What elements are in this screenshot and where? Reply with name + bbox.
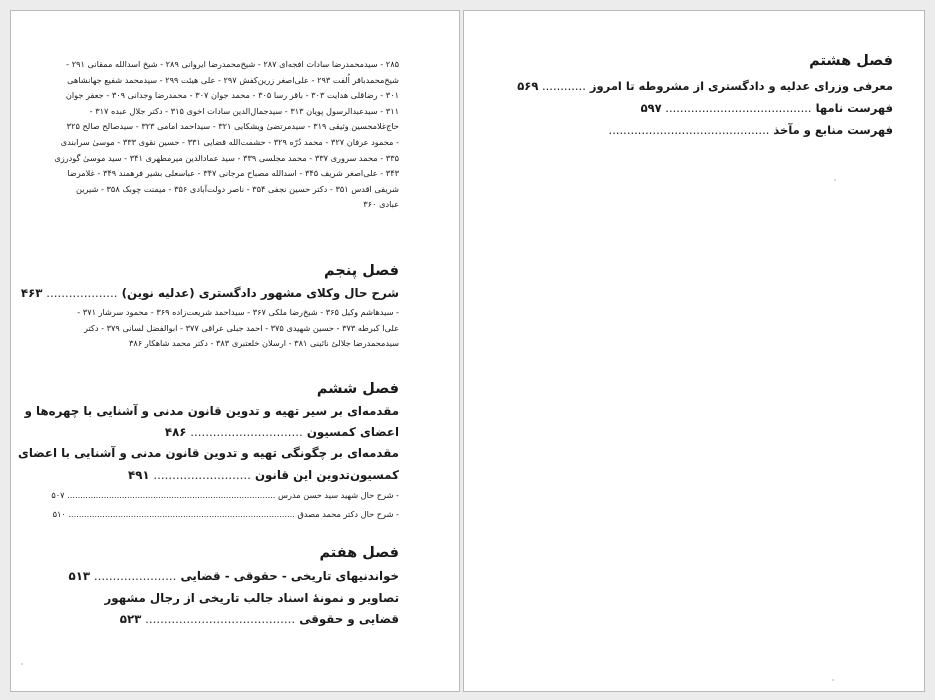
chapter-6-entry-1-line-2	[31, 422, 399, 443]
names-line: شیخ‌محمدباقر اُلفت ۲۹۳ - علی‌اصغر زرین‌کفش ۲۹۷ - علی هیئت ۲۹۹ - سیدمحمد شفیع جهانشاهی	[67, 74, 399, 85]
dot-leader: ............................................	[608, 123, 770, 137]
chapter-6-sub-entry-2	[31, 507, 399, 521]
names-line: ۳۰۱ - رضاقلی هدایت ۳۰۳ - باقر رسا ۳۰۵ - محمد جوان ۳۰۷ - محمدرضا وجدانی ۳۰۹ - جعفر جوان	[65, 90, 399, 101]
names-line: ۳۳۵ - محمد سروری ۳۳۷ - محمد مجلسی ۳۳۹ - سید عمادالدین میرمطهری ۳۴۱ - سید موسیٰ گودرزی	[54, 152, 399, 163]
toc-entry-text: معرفی وزرای عدلیه و دادگستری از مشروطه تا امروز	[589, 79, 893, 93]
dot-leader: ..........................	[149, 468, 251, 482]
names-line: ۳۴۳ - علی‌اصغر شریف ۳۴۵ - اسدالله مصباح مرجانی ۳۴۷ - عباسعلی بشیر فرهمند ۳۴۹ - غلامرضا	[67, 168, 399, 179]
names-line: ۳۱۱ - سیدعبدالرسول پویان ۳۱۳ - سیدجمال‌الدین سادات اخوی ۳۱۵ - دکتر جلال عبده ۳۱۷ -	[89, 105, 399, 116]
names-line: سیدمحمدرضا جلالیٔ نائینی ۳۸۱ - ارسلان خلعتبری ۳۸۳ - دکتر محمد شاهکار ۳۸۶	[128, 338, 399, 349]
chapter-7-entry-2-line-2	[31, 609, 399, 630]
chapter-6-sub-entry-1	[31, 488, 399, 502]
toc-entry-text: شرح حال وکلای مشهور دادگستری (عدلیه نوین)	[121, 286, 399, 300]
toc-entry	[493, 119, 893, 141]
chapter-7-title: فصل هفتم	[319, 545, 399, 561]
toc-page-number: ۴۸۶	[164, 425, 187, 439]
dot-leader: .......................................................................................	[65, 509, 295, 519]
toc-entry-text: - شرح حال شهید سید حسن مدرس	[278, 490, 399, 500]
toc-entry	[493, 75, 893, 97]
chapter-6-entry-1-line-1: مقدمه‌ای بر سیر تهیه و تدوین قانون مدنی و آشنایی با چهره‌ها و	[24, 404, 399, 418]
toc-entry	[493, 97, 893, 119]
dot-leader: ............	[538, 79, 586, 93]
toc-page-number: ۴۹۱	[128, 468, 150, 482]
toc-entry-text: فهرست نامها	[815, 101, 893, 115]
scan-speck	[834, 179, 836, 181]
toc-page-number: ۵۲۳	[119, 612, 142, 626]
dot-leader: ................................................................................	[64, 490, 276, 500]
toc-entry-text: اعضای کمسیون	[306, 425, 399, 439]
dot-leader: ...................	[42, 286, 118, 300]
toc-page-number: ۵۱۰	[52, 509, 66, 519]
toc-page-number: ۴۶۳	[20, 286, 43, 300]
chapter-8-entries	[493, 75, 893, 141]
toc-page-number: ۵۰۷	[51, 490, 65, 500]
chapter-7-entry-2-line-1: تصاویر و نمونهٔ اسناد جالب تاریخی از رجال مشهور	[104, 591, 399, 605]
names-line: شریفی اقدس ۳۵۱ - دکتر حسین نجفی ۳۵۴ - ناصر دولت‌آبادی ۳۵۶ - میمنت چوبک ۳۵۸ - شیرین	[76, 183, 399, 194]
dot-leader: ..............................	[186, 425, 303, 439]
names-line: - سیدهاشم وکیل ۳۶۵ - شیخ‌رضا ملکی ۳۶۷ - سیداحمد شریعت‌زاده ۳۶۹ - محمود سرشار ۳۷۱ -	[77, 307, 399, 317]
document-page-left	[10, 10, 460, 692]
chapter-6-entry-2-line-1: مقدمه‌ای بر چگونگی تهیه و تدوین قانون مدنی و آشنایی با اعضای	[18, 446, 399, 460]
names-line: علی‌ا کبرطه ۳۷۳ - حسین شهیدی ۳۷۵ - احمد جبلی عراقی ۳۷۷ - ابوالفضل لسانی ۳۷۹ - دکتر	[83, 322, 399, 333]
names-line: عبادی ۳۶۰	[363, 199, 399, 210]
toc-entry-text: قضایی و حقوقی	[299, 612, 399, 626]
scan-speck	[832, 679, 834, 681]
document-page-right	[463, 10, 925, 692]
names-line: حاج‌غلامحسین وثیقی ۳۱۹ - سیدمرتضیٰ ویشکایی ۳۲۱ - سیداحمد امامی ۳۲۳ - سیدصالح صالح ۳۲۵	[66, 121, 399, 132]
toc-entry-text: - شرح حال دکتر محمد مصدق	[297, 509, 399, 519]
chapter-7-entry-1	[31, 566, 399, 587]
names-line: ۲۸۵ - سیدمحمدرضا سادات افجه‌ای ۲۸۷ - شیخ‌محمدرضا ایروانی ۲۸۹ - شیخ اسدالله ممقانی ۲۹۱ -	[66, 59, 399, 69]
lawyers-names-block	[37, 305, 399, 352]
toc-entry-text: کمسیون‌تدوین این قانون	[254, 468, 399, 482]
dot-leader: ........................................	[141, 612, 296, 626]
dot-leader: ......................	[90, 569, 177, 583]
toc-page-number: ۵۱۳	[68, 569, 91, 583]
names-line: - محمود عرفان ۳۲۷ - محمد دُرّه ۳۲۹ - حشمت‌الله قضایی ۳۳۱ - حسین نقوی ۳۳۳ - موسیٰ سرابندی	[60, 136, 399, 147]
toc-page-number: ۵۹۷	[640, 101, 662, 115]
scan-speck	[21, 663, 23, 665]
chapter-5-title: فصل پنجم	[324, 263, 399, 279]
chapter-6-title: فصل ششم	[316, 381, 399, 397]
toc-page-number: ۵۶۹	[517, 79, 539, 93]
toc-entry-text: خواندنیهای تاریخی - حقوقی - قضایی	[180, 569, 399, 583]
chapter-6-entry-2-line-2	[31, 465, 399, 486]
judges-names-block	[37, 57, 399, 213]
dot-leader: ........................................	[661, 101, 812, 115]
chapter-8-title: فصل هشتم	[809, 53, 893, 69]
toc-entry-text: فهرست منابع و مآخذ	[773, 123, 893, 137]
chapter-5-entry	[20, 283, 399, 304]
